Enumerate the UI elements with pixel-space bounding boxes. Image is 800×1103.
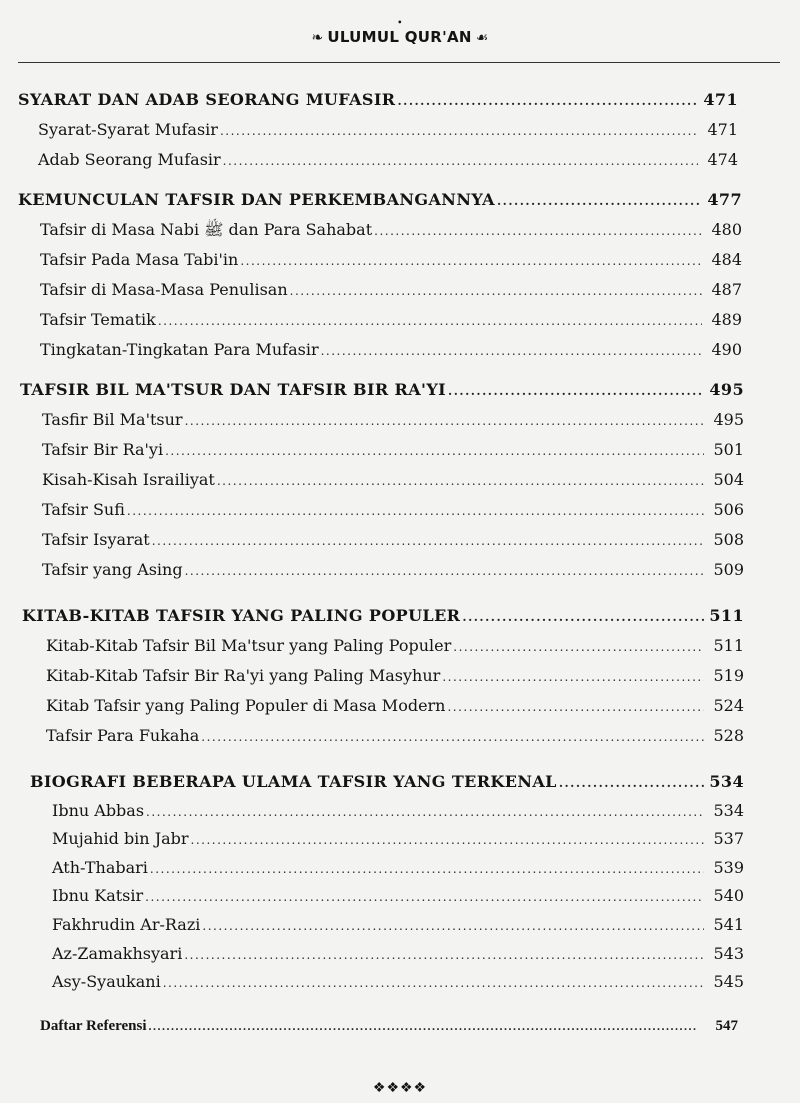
page-number: 506 [713, 500, 744, 519]
page-number: 534 [713, 800, 744, 820]
page-number: 501 [713, 440, 744, 459]
toc-entry [52, 801, 744, 822]
toc-entry [52, 972, 744, 993]
entry-title: Tingkatan-Tingkatan Para Mufasir [40, 340, 319, 359]
toc-entry [42, 410, 744, 431]
page-number: 480 [711, 220, 742, 239]
dot-leader [150, 859, 704, 879]
entry-title: Tafsir di Masa-Masa Penulisan [40, 280, 288, 299]
page-number: 474 [707, 150, 738, 169]
entry-title: Adab Seorang Mufasir [38, 150, 221, 169]
entry-title: TAFSIR BIL MA'TSUR DAN TAFSIR BIR RA'YI [20, 380, 447, 399]
entry-title: Kisah-Kisah Israiliyat [42, 470, 215, 489]
entry-title: Ath-Thabari [52, 857, 148, 877]
entry-title: Tafsir Sufi [42, 500, 125, 519]
section-heading [18, 190, 742, 211]
entry-title: SYARAT DAN ADAB SEORANG MUFASIR [18, 90, 396, 109]
dot-leader [201, 727, 704, 747]
dot-leader [185, 561, 704, 581]
entry-title: Kitab Tafsir yang Paling Populer di Masa Modern [46, 696, 446, 715]
toc-entry [40, 340, 742, 361]
entry-title: Tafsir Tematik [40, 310, 156, 329]
entry-title: Kitab-Kitab Tafsir Bir Ra'yi yang Paling Masyhur [46, 666, 441, 685]
page-number: 495 [713, 410, 744, 429]
running-header [0, 20, 800, 46]
toc-entry [52, 886, 744, 907]
page-number: 490 [711, 340, 742, 359]
section-heading [22, 606, 744, 627]
dot-leader [442, 667, 704, 687]
header-rule [18, 62, 780, 63]
page-number: 511 [713, 636, 744, 655]
dot-leader [559, 773, 704, 793]
page-number: 504 [713, 470, 744, 489]
page-number: 528 [713, 726, 744, 745]
toc-entry [40, 220, 742, 241]
dot-leader [202, 916, 704, 936]
entry-title: Fakhrudin Ar-Razi [52, 915, 201, 934]
dot-leader [149, 1016, 699, 1036]
dot-leader [374, 221, 702, 241]
entry-title: Asy-Syaukani [52, 972, 161, 992]
entry-title: Tasfir Bil Ma'tsur [42, 410, 183, 429]
dot-leader [497, 191, 702, 211]
dot-leader [448, 381, 704, 401]
entry-title: Tafsir Para Fukaha [46, 726, 200, 745]
page-number: 547 [715, 1018, 738, 1034]
toc-entry [42, 470, 744, 491]
dot-leader [158, 311, 702, 331]
entry-title: BIOGRAFI BEBERAPA ULAMA TAFSIR YANG TERKENAL [30, 772, 557, 791]
references-entry [40, 1016, 738, 1036]
page-number: 524 [713, 696, 744, 715]
dot-leader [290, 281, 702, 301]
toc-entry [38, 120, 738, 141]
dot-leader [217, 471, 704, 491]
right-ornament-icon: ☙ [475, 30, 489, 46]
toc-entry [52, 915, 744, 936]
entry-title: KITAB-KITAB TAFSIR YANG PALING POPULER [22, 606, 461, 625]
page-number: 509 [713, 560, 744, 579]
dot-leader [191, 830, 704, 850]
toc-entry [40, 280, 742, 301]
entry-title: Tafsir Bir Ra'yi [42, 440, 164, 459]
entry-title: KEMUNCULAN TAFSIR DAN PERKEMBANGANNYA [18, 190, 495, 209]
entry-title: Az-Zamakhsyari [52, 943, 183, 963]
toc-entry [46, 726, 744, 747]
header-dot: • [397, 18, 403, 27]
page-number: 495 [709, 380, 744, 399]
entry-title: Ibnu Abbas [52, 800, 145, 820]
section-heading [20, 380, 744, 401]
page-number: 489 [711, 310, 742, 329]
dot-leader [165, 441, 704, 461]
dot-leader [127, 501, 704, 521]
page-number: 484 [711, 250, 742, 269]
toc-entry [42, 500, 744, 521]
toc-entry [42, 440, 744, 461]
page-number: 519 [713, 666, 744, 685]
toc-entry [46, 636, 744, 657]
section-heading [18, 90, 738, 111]
dot-leader [185, 411, 704, 431]
page-number: 471 [703, 90, 738, 109]
dot-leader [447, 697, 704, 717]
dot-leader [462, 607, 704, 627]
entry-title: Tafsir Pada Masa Tabi'in [40, 250, 239, 269]
entry-title: Tafsir Isyarat [42, 530, 150, 549]
dot-leader [184, 945, 704, 965]
toc-entry [40, 250, 742, 271]
dot-leader [397, 91, 698, 111]
left-ornament-icon: ❧ [311, 30, 324, 46]
dot-leader [146, 802, 704, 822]
toc-entry [38, 150, 738, 171]
toc-entry [52, 944, 744, 965]
section-heading [30, 772, 744, 793]
dot-leader [220, 121, 698, 141]
entry-title: Tafsir yang Asing [42, 560, 183, 579]
page-number: 508 [713, 530, 744, 549]
entry-title: Tafsir di Masa Nabi ﷺ dan Para Sahabat [40, 220, 373, 239]
dot-leader [240, 251, 702, 271]
dot-leader [223, 151, 698, 171]
entry-title: Daftar Referensi [40, 1018, 147, 1034]
page-number: 539 [713, 857, 744, 877]
dot-leader [163, 973, 704, 993]
header-title: ULUMUL QUR'AN [327, 28, 472, 46]
toc-entry [42, 530, 744, 551]
page-number: 511 [709, 606, 744, 625]
page-number: 545 [713, 972, 744, 992]
page-number: 487 [711, 280, 742, 299]
entry-title: Kitab-Kitab Tafsir Bil Ma'tsur yang Paling Populer [46, 636, 452, 655]
dot-leader [453, 637, 704, 657]
toc-entry [40, 310, 742, 331]
toc-entry [42, 560, 744, 581]
page-number: 477 [707, 190, 742, 209]
page-number: 537 [713, 829, 744, 849]
page-number: 534 [709, 772, 744, 791]
dot-leader [145, 887, 704, 907]
toc-entry [46, 696, 744, 717]
page-number: 543 [713, 943, 744, 963]
entry-title: Mujahid bin Jabr [52, 829, 189, 849]
entry-title: Syarat-Syarat Mufasir [38, 120, 218, 139]
page-number: 541 [713, 915, 744, 934]
dot-leader [321, 341, 702, 361]
page-number: 540 [713, 886, 744, 906]
entry-title: Ibnu Katsir [52, 886, 144, 906]
toc-entry [52, 829, 744, 850]
page-number: 471 [707, 120, 738, 139]
toc-entry [46, 666, 744, 687]
toc-entry [52, 858, 744, 879]
dot-leader [152, 531, 704, 551]
footer-ornament-icon: ❖❖❖❖ [372, 1080, 428, 1096]
